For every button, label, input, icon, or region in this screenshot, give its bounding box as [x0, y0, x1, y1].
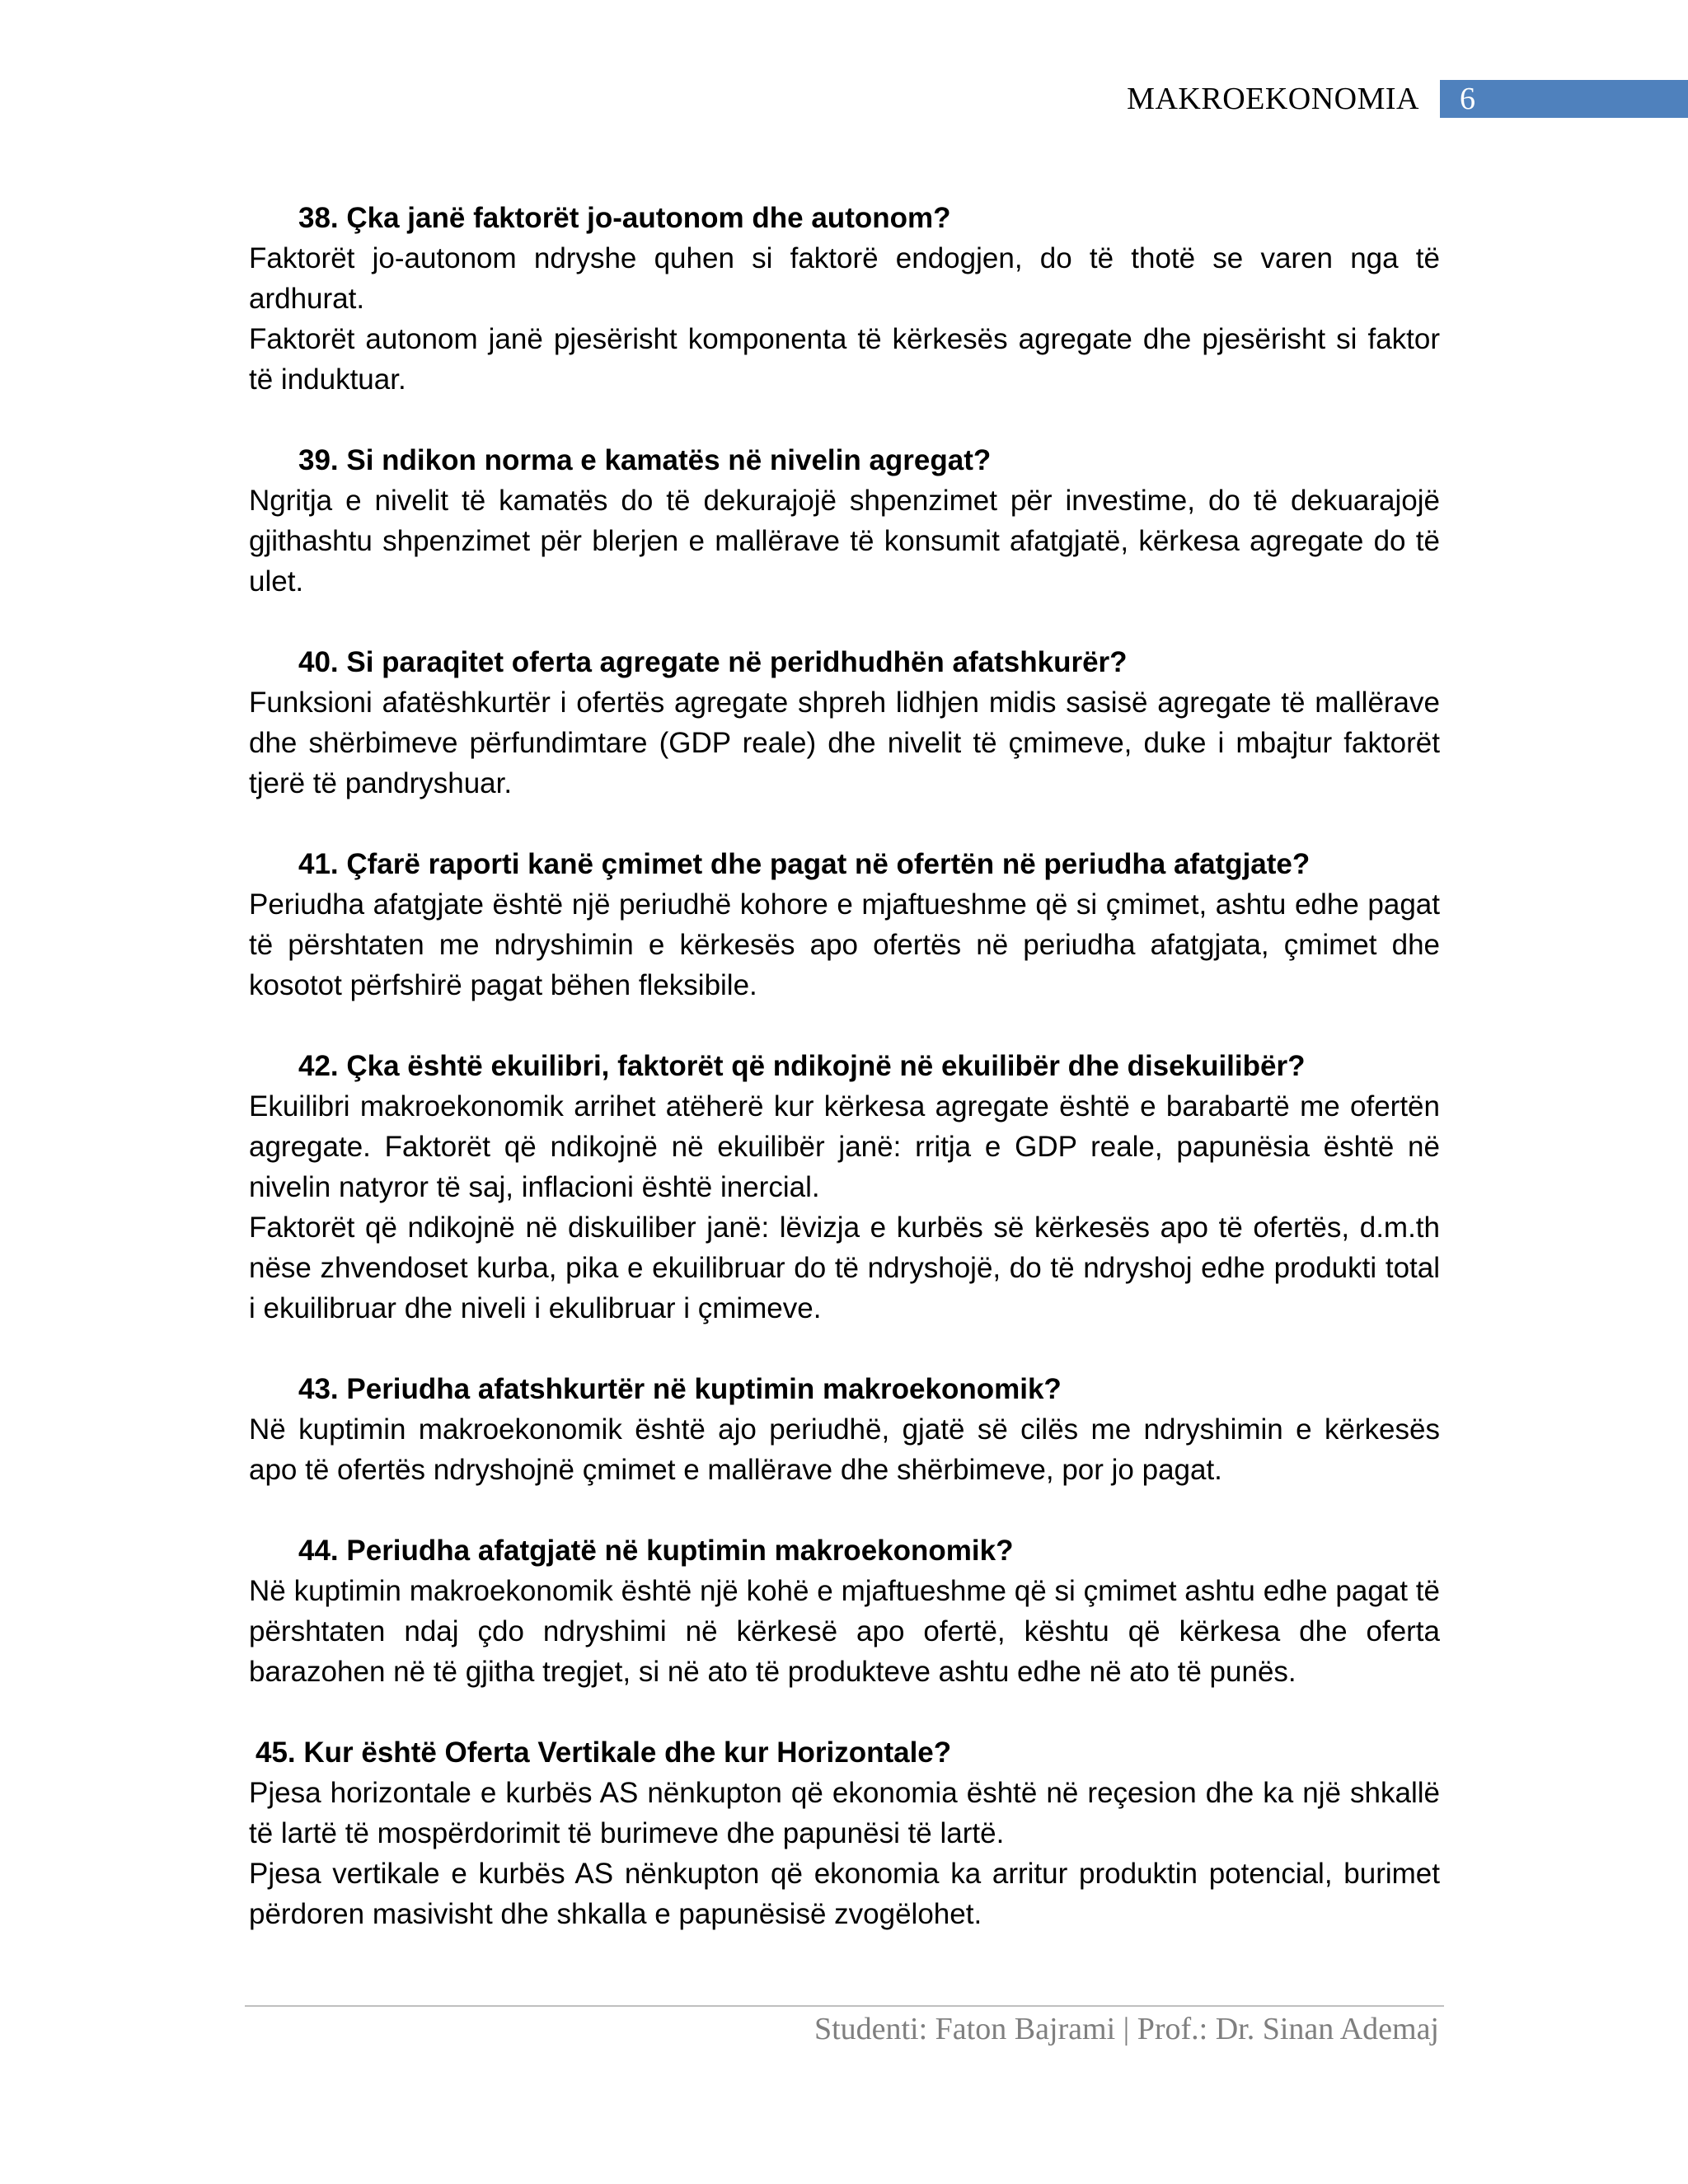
answer-paragraph: Faktorët jo-autonom ndryshe quhen si faktorë endogjen, do të thotë se varen nga të ardhurat.	[249, 242, 1440, 315]
question-title: 43. Periudha afatshkurtër në kuptimin makroekonomik?	[298, 1373, 1062, 1405]
question-40	[249, 642, 1440, 804]
answer-paragraph: Periudha afatgjate është një periudhë kohore e mjaftueshme që si çmimet, ashtu edhe pagat të përshtaten me ndryshimin e kërkesës apo ofertës në periudha afatgjata, çmimet dhe kosotot përfshirë pagat bëhen fleksibile.	[249, 888, 1440, 1001]
question-45	[249, 1732, 1440, 1934]
question-39	[249, 440, 1440, 602]
question-title: 44. Periudha afatgjatë në kuptimin makroekonomik?	[298, 1535, 1014, 1567]
answer-paragraph: Funksioni afatëshkurtër i ofertës agregate shpreh lidhjen midis sasisë agregate të mallërave dhe shërbimeve përfundimtare (GDP reale) dhe nivelit të çmimeve, duke i mbajtur faktorët tjerë të pandryshuar.	[249, 687, 1440, 799]
question-42	[249, 1046, 1440, 1329]
question-41	[249, 844, 1440, 1005]
question-44	[249, 1530, 1440, 1692]
document-body	[249, 198, 1440, 1975]
question-title: 38. Çka janë faktorët jo-autonom dhe autonom?	[298, 202, 951, 234]
answer-paragraph: Ngritja e nivelit të kamatës do të dekurajojë shpenzimet për investime, do të dekuarajojë gjithashtu shpenzimet për blerjen e mallërave të konsumit afatgjatë, kërkesa agregate do të ulet.	[249, 485, 1440, 598]
question-title: 42. Çka është ekuilibri, faktorët që ndikojnë në ekuilibër dhe disekuilibër?	[298, 1050, 1306, 1082]
question-43	[249, 1369, 1440, 1490]
question-title: 39. Si ndikon norma e kamatës në nivelin agregat?	[298, 444, 992, 476]
answer-paragraph: Faktorët autonom janë pjesërisht komponenta të kërkesës agregate dhe pjesërisht si faktor të induktuar.	[249, 323, 1440, 396]
header-title: MAKROEKONOMIA	[1127, 82, 1419, 116]
footer-credits: Studenti: Faton Bajrami | Prof.: Dr. Sinan Ademaj	[814, 2012, 1439, 2046]
answer-paragraph: Pjesa horizontale e kurbës AS nënkupton që ekonomia është në reçesion dhe ka një shkallë të lartë të mospërdorimit të burimeve dhe papunësi të lartë.	[249, 1777, 1440, 1849]
answer-paragraph: Në kuptimin makroekonomik është ajo periudhë, gjatë së cilës me ndryshimin e kërkesës apo të ofertës ndryshojnë çmimet e mallërave dhe shërbimeve, por jo pagat.	[249, 1413, 1440, 1486]
answer-paragraph: Pjesa vertikale e kurbës AS nënkupton që ekonomia ka arritur produktin potencial, burimet përdoren masivisht dhe shkalla e papunësisë zvogëlohet.	[249, 1858, 1440, 1930]
question-38	[249, 198, 1440, 400]
question-title: 40. Si paraqitet oferta agregate në peridhudhën afatshkurër?	[298, 646, 1128, 678]
answer-paragraph: Faktorët që ndikojnë në diskuiliber janë: lëvizja e kurbës së kërkesës apo të ofertës, d.m.th nëse zhvendoset kurba, pika e ekuilibruar do të ndryshojë, do të ndryshoj edhe produkti total i ekuilibruar dhe niveli i ekulibruar i çmimeve.	[249, 1212, 1440, 1324]
question-title: 45. Kur është Oferta Vertikale dhe kur Horizontale?	[256, 1736, 952, 1769]
page-number-badge: 6	[1440, 80, 1688, 118]
question-title: 41. Çfarë raporti kanë çmimet dhe pagat në ofertën në periudha afatgjate?	[298, 848, 1311, 880]
answer-paragraph: Ekuilibri makroekonomik arrihet atëherë kur kërkesa agregate është e barabartë me ofertën agregate. Faktorët që ndikojnë në ekuilibër janë: rritja e GDP reale, papunësia është në nivelin natyror të saj, inflacioni është inercial.	[249, 1090, 1440, 1203]
answer-paragraph: Në kuptimin makroekonomik është një kohë e mjaftueshme që si çmimet ashtu edhe pagat të përshtaten ndaj çdo ndryshimi në kërkesë apo ofertë, kështu që kërkesa dhe oferta barazohen në të gjitha tregjet, si në ato të produkteve ashtu edhe në ato të punës.	[249, 1575, 1440, 1688]
